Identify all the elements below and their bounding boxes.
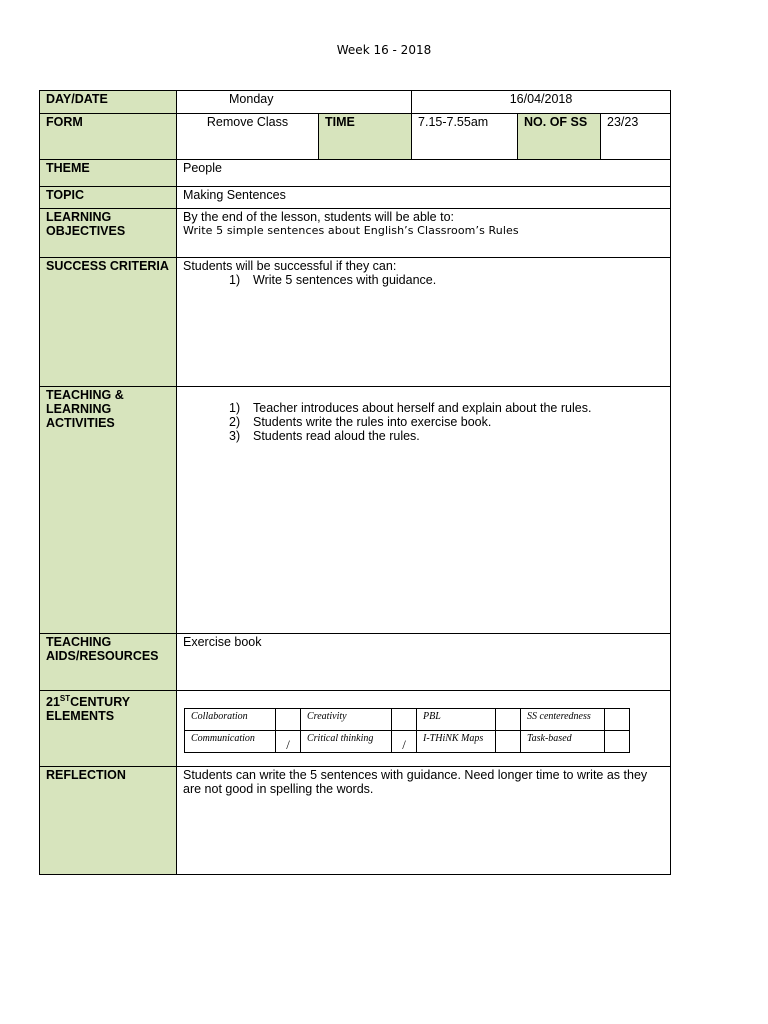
week-title: Week 16 - 2018 — [336, 43, 432, 57]
element-mark — [276, 709, 301, 731]
century-label: 21STCENTURY ELEMENTS — [40, 691, 177, 767]
element-collaboration: Collaboration — [185, 709, 276, 731]
activities-cell — [177, 387, 671, 634]
success-intro: Students will be successful if they can: — [183, 259, 397, 273]
element-communication: Communication — [185, 731, 276, 753]
list-item: 3) Students read aloud the rules. — [229, 429, 420, 443]
success-cell — [177, 258, 671, 387]
element-creativity: Creativity — [301, 709, 392, 731]
century-row — [40, 691, 671, 767]
activities-label: TEACHING & LEARNING ACTIVITIES — [40, 387, 177, 634]
theme-row — [40, 160, 671, 187]
element-pbl: PBL — [417, 709, 496, 731]
element-task-based: Task-based — [521, 731, 605, 753]
theme-value: People — [177, 160, 671, 187]
element-mark — [392, 709, 417, 731]
reflection-row — [40, 767, 671, 875]
list-item: 2) Students write the rules into exercise book. — [229, 415, 492, 429]
success-row — [40, 258, 671, 387]
reflection-label: REFLECTION — [40, 767, 177, 875]
element-i-think-maps: I-THiNK Maps — [417, 731, 496, 753]
lesson-plan-table — [39, 90, 671, 875]
time-value: 7.15-7.55am — [412, 114, 518, 160]
topic-row — [40, 187, 671, 209]
element-mark — [605, 731, 630, 753]
date-value: 16/04/2018 — [412, 91, 671, 114]
century-cell — [177, 691, 671, 767]
aids-row — [40, 634, 671, 691]
topic-label: TOPIC — [40, 187, 177, 209]
form-row — [40, 114, 671, 160]
element-critical-thinking: Critical thinking — [301, 731, 392, 753]
element-mark — [496, 731, 521, 753]
list-item: 1) Teacher introduces about herself and explain about the rules. — [229, 401, 592, 415]
daydate-row — [40, 91, 671, 114]
objectives-cell — [177, 209, 671, 258]
objectives-line1: By the end of the lesson, students will be able to: — [183, 210, 455, 224]
topic-value: Making Sentences — [177, 187, 671, 209]
activities-row — [40, 387, 671, 634]
element-mark: / — [392, 731, 417, 753]
objectives-label: LEARNING OBJECTIVES — [40, 209, 177, 258]
century-elements-table — [184, 708, 630, 753]
theme-label: THEME — [40, 160, 177, 187]
aids-label: TEACHING AIDS/RESOURCES — [40, 634, 177, 691]
aids-value: Exercise book — [177, 634, 671, 691]
ss-value: 23/23 — [601, 114, 671, 160]
form-value: Remove Class — [177, 114, 319, 160]
activities-list — [183, 401, 664, 443]
day-value: Monday — [177, 91, 412, 114]
element-mark: / — [276, 731, 301, 753]
list-item: 1) Write 5 sentences with guidance. — [229, 273, 437, 287]
time-label: TIME — [319, 114, 412, 160]
element-ss-centeredness: SS centeredness — [521, 709, 605, 731]
form-label: FORM — [40, 114, 177, 160]
objectives-row — [40, 209, 671, 258]
element-mark — [605, 709, 630, 731]
objectives-line2: Write 5 simple sentences about English’s Classroom’s Rules — [183, 224, 519, 237]
success-label: SUCCESS CRITERIA — [40, 258, 177, 387]
ss-label: NO. OF SS — [518, 114, 601, 160]
daydate-label: DAY/DATE — [40, 91, 177, 114]
element-mark — [496, 709, 521, 731]
success-list — [183, 273, 664, 287]
reflection-value: Students can write the 5 sentences with guidance. Need longer time to write as they are not good in spelling the words. — [177, 767, 671, 875]
